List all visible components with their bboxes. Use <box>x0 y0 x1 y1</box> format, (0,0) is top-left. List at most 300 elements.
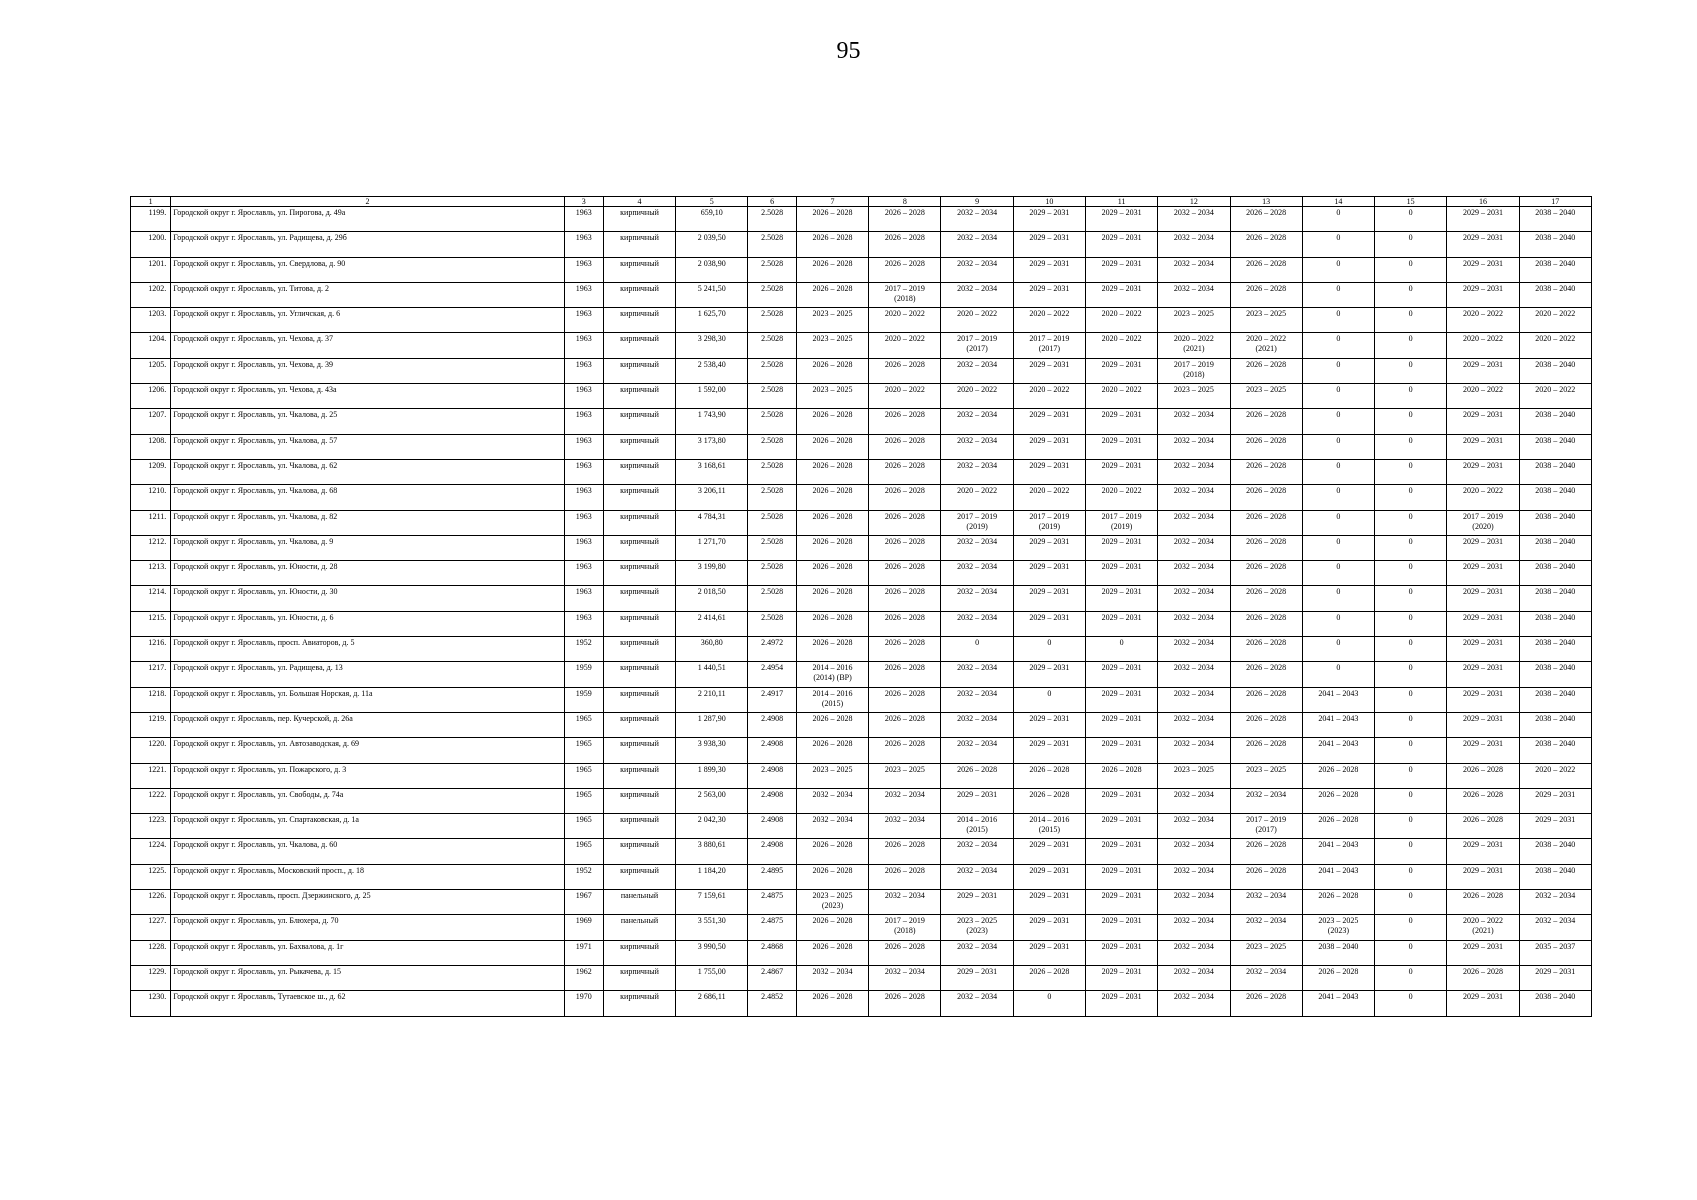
cell-row-number: 1200. <box>131 232 171 257</box>
cell-period-col-7: 2026 – 2028 <box>796 586 868 611</box>
cell-period-col-14: 2041 – 2043 <box>1302 991 1374 1016</box>
cell-wall-material: кирпичный <box>603 384 675 409</box>
cell-index: 2.5028 <box>748 308 797 333</box>
cell-period-col-13: 2026 – 2028 <box>1230 282 1302 307</box>
cell-address: Городской округ г. Ярославль, ул. Юности, д. 6 <box>171 611 564 636</box>
cell-year-built: 1963 <box>564 232 603 257</box>
cell-period-col-8: 2017 – 2019 (2018) <box>869 915 941 940</box>
cell-address: Городской округ г. Ярославль, ул. Спартаковская, д. 1а <box>171 814 564 839</box>
cell-period-col-7: 2026 – 2028 <box>796 940 868 965</box>
cell-period-col-14: 2023 – 2025 (2023) <box>1302 915 1374 940</box>
cell-period-col-16: 2029 – 2031 <box>1447 864 1519 889</box>
cell-period-col-11: 2029 – 2031 <box>1085 687 1157 712</box>
cell-period-col-17: 2038 – 2040 <box>1519 282 1591 307</box>
cell-period-col-7: 2014 – 2016 (2014) (ВР) <box>796 662 868 687</box>
cell-period-col-16: 2020 – 2022 <box>1447 333 1519 358</box>
cell-period-col-17: 2038 – 2040 <box>1519 687 1591 712</box>
cell-area: 1 625,70 <box>676 308 748 333</box>
cell-period-col-9: 2020 – 2022 <box>941 485 1013 510</box>
cell-period-col-12: 2032 – 2034 <box>1158 459 1230 484</box>
cell-period-col-7: 2032 – 2034 <box>796 788 868 813</box>
cell-period-col-13: 2026 – 2028 <box>1230 839 1302 864</box>
cell-period-col-12: 2023 – 2025 <box>1158 763 1230 788</box>
cell-period-col-12: 2032 – 2034 <box>1158 991 1230 1016</box>
cell-address: Городской округ г. Ярославль, ул. Автозаводская, д. 69 <box>171 738 564 763</box>
cell-year-built: 1963 <box>564 409 603 434</box>
cell-address: Городской округ г. Ярославль, ул. Чкалова, д. 62 <box>171 459 564 484</box>
cell-row-number: 1221. <box>131 763 171 788</box>
cell-period-col-12: 2032 – 2034 <box>1158 232 1230 257</box>
cell-address: Городской округ г. Ярославль, ул. Пожарского, д. 3 <box>171 763 564 788</box>
column-header-1: 1 <box>131 197 171 207</box>
cell-address: Городской округ г. Ярославль, ул. Угличская, д. 6 <box>171 308 564 333</box>
cell-period-col-16: 2029 – 2031 <box>1447 662 1519 687</box>
cell-period-col-11: 2020 – 2022 <box>1085 485 1157 510</box>
cell-period-col-7: 2026 – 2028 <box>796 282 868 307</box>
column-header-13: 13 <box>1230 197 1302 207</box>
cell-index: 2.4917 <box>748 687 797 712</box>
cell-wall-material: кирпичный <box>603 965 675 990</box>
cell-period-col-17: 2038 – 2040 <box>1519 662 1591 687</box>
cell-period-col-11: 2029 – 2031 <box>1085 561 1157 586</box>
cell-period-col-11: 2029 – 2031 <box>1085 991 1157 1016</box>
cell-period-col-13: 2026 – 2028 <box>1230 358 1302 383</box>
cell-period-col-12: 2032 – 2034 <box>1158 864 1230 889</box>
cell-period-col-11: 2029 – 2031 <box>1085 459 1157 484</box>
cell-period-col-15: 0 <box>1375 561 1447 586</box>
cell-period-col-12: 2032 – 2034 <box>1158 839 1230 864</box>
cell-period-col-12: 2032 – 2034 <box>1158 965 1230 990</box>
cell-period-col-14: 2026 – 2028 <box>1302 890 1374 915</box>
cell-row-number: 1216. <box>131 637 171 662</box>
cell-period-col-10: 2026 – 2028 <box>1013 965 1085 990</box>
cell-area: 2 538,40 <box>676 358 748 383</box>
cell-period-col-14: 0 <box>1302 257 1374 282</box>
cell-area: 4 784,31 <box>676 510 748 535</box>
cell-period-col-16: 2020 – 2022 <box>1447 485 1519 510</box>
cell-period-col-14: 2041 – 2043 <box>1302 687 1374 712</box>
cell-period-col-8: 2026 – 2028 <box>869 687 941 712</box>
cell-row-number: 1207. <box>131 409 171 434</box>
cell-period-col-13: 2026 – 2028 <box>1230 991 1302 1016</box>
cell-period-col-9: 2032 – 2034 <box>941 535 1013 560</box>
cell-period-col-10: 2029 – 2031 <box>1013 459 1085 484</box>
cell-period-col-8: 2032 – 2034 <box>869 890 941 915</box>
cell-year-built: 1965 <box>564 712 603 737</box>
cell-period-col-8: 2026 – 2028 <box>869 738 941 763</box>
cell-year-built: 1963 <box>564 257 603 282</box>
cell-period-col-10: 2029 – 2031 <box>1013 535 1085 560</box>
cell-wall-material: кирпичный <box>603 308 675 333</box>
cell-address: Городской округ г. Ярославль, ул. Чкалова, д. 25 <box>171 409 564 434</box>
table-row <box>131 207 1592 232</box>
cell-period-col-16: 2029 – 2031 <box>1447 434 1519 459</box>
cell-period-col-12: 2032 – 2034 <box>1158 561 1230 586</box>
cell-period-col-13: 2023 – 2025 <box>1230 763 1302 788</box>
table-row <box>131 915 1592 940</box>
cell-period-col-15: 0 <box>1375 915 1447 940</box>
cell-index: 2.4908 <box>748 839 797 864</box>
table-body <box>131 207 1592 1017</box>
cell-period-col-13: 2032 – 2034 <box>1230 965 1302 990</box>
cell-period-col-10: 2017 – 2019 (2017) <box>1013 333 1085 358</box>
cell-period-col-9: 0 <box>941 637 1013 662</box>
cell-row-number: 1210. <box>131 485 171 510</box>
cell-row-number: 1214. <box>131 586 171 611</box>
cell-period-col-8: 2026 – 2028 <box>869 864 941 889</box>
cell-period-col-14: 0 <box>1302 232 1374 257</box>
cell-period-col-13: 2023 – 2025 <box>1230 308 1302 333</box>
cell-period-col-17: 2020 – 2022 <box>1519 308 1591 333</box>
cell-period-col-9: 2032 – 2034 <box>941 864 1013 889</box>
cell-period-col-9: 2020 – 2022 <box>941 384 1013 409</box>
cell-wall-material: кирпичный <box>603 940 675 965</box>
cell-period-col-9: 2032 – 2034 <box>941 207 1013 232</box>
cell-address: Городской округ г. Ярославль, ул. Большая Норская, д. 11а <box>171 687 564 712</box>
cell-index: 2.4908 <box>748 814 797 839</box>
cell-period-col-9: 2032 – 2034 <box>941 991 1013 1016</box>
cell-period-col-16: 2029 – 2031 <box>1447 409 1519 434</box>
cell-index: 2.4852 <box>748 991 797 1016</box>
cell-period-col-10: 2020 – 2022 <box>1013 384 1085 409</box>
cell-period-col-16: 2017 – 2019 (2020) <box>1447 510 1519 535</box>
cell-period-col-8: 2026 – 2028 <box>869 637 941 662</box>
cell-period-col-12: 2023 – 2025 <box>1158 308 1230 333</box>
cell-period-col-12: 2032 – 2034 <box>1158 535 1230 560</box>
cell-year-built: 1963 <box>564 282 603 307</box>
cell-area: 3 880,61 <box>676 839 748 864</box>
cell-area: 3 551,30 <box>676 915 748 940</box>
cell-period-col-7: 2026 – 2028 <box>796 485 868 510</box>
cell-period-col-13: 2026 – 2028 <box>1230 409 1302 434</box>
cell-period-col-14: 0 <box>1302 409 1374 434</box>
cell-period-col-7: 2014 – 2016 (2015) <box>796 687 868 712</box>
table-row <box>131 232 1592 257</box>
cell-period-col-7: 2026 – 2028 <box>796 232 868 257</box>
cell-period-col-13: 2026 – 2028 <box>1230 687 1302 712</box>
cell-period-col-17: 2038 – 2040 <box>1519 232 1591 257</box>
cell-period-col-15: 0 <box>1375 890 1447 915</box>
cell-period-col-15: 0 <box>1375 257 1447 282</box>
cell-period-col-7: 2026 – 2028 <box>796 535 868 560</box>
cell-period-col-15: 0 <box>1375 662 1447 687</box>
cell-area: 2 686,11 <box>676 991 748 1016</box>
cell-row-number: 1206. <box>131 384 171 409</box>
cell-address: Городской округ г. Ярославль, просп. Дзержинского, д. 25 <box>171 890 564 915</box>
cell-period-col-15: 0 <box>1375 485 1447 510</box>
cell-period-col-12: 2032 – 2034 <box>1158 788 1230 813</box>
cell-wall-material: кирпичный <box>603 991 675 1016</box>
cell-area: 5 241,50 <box>676 282 748 307</box>
cell-row-number: 1228. <box>131 940 171 965</box>
table-row <box>131 308 1592 333</box>
cell-period-col-11: 2020 – 2022 <box>1085 384 1157 409</box>
cell-area: 3 199,80 <box>676 561 748 586</box>
cell-period-col-9: 2032 – 2034 <box>941 611 1013 636</box>
cell-period-col-16: 2029 – 2031 <box>1447 637 1519 662</box>
cell-period-col-14: 0 <box>1302 510 1374 535</box>
cell-period-col-12: 2032 – 2034 <box>1158 257 1230 282</box>
cell-period-col-13: 2026 – 2028 <box>1230 510 1302 535</box>
cell-period-col-7: 2023 – 2025 (2023) <box>796 890 868 915</box>
cell-period-col-13: 2026 – 2028 <box>1230 864 1302 889</box>
cell-period-col-10: 2026 – 2028 <box>1013 763 1085 788</box>
cell-period-col-17: 2038 – 2040 <box>1519 712 1591 737</box>
cell-index: 2.4868 <box>748 940 797 965</box>
cell-period-col-8: 2026 – 2028 <box>869 712 941 737</box>
cell-period-col-16: 2026 – 2028 <box>1447 763 1519 788</box>
cell-period-col-9: 2029 – 2031 <box>941 890 1013 915</box>
cell-period-col-13: 2026 – 2028 <box>1230 662 1302 687</box>
cell-row-number: 1217. <box>131 662 171 687</box>
cell-period-col-17: 2038 – 2040 <box>1519 358 1591 383</box>
cell-period-col-12: 2023 – 2025 <box>1158 384 1230 409</box>
cell-index: 2.5028 <box>748 232 797 257</box>
table-row <box>131 459 1592 484</box>
cell-area: 3 298,30 <box>676 333 748 358</box>
cell-wall-material: кирпичный <box>603 485 675 510</box>
cell-period-col-17: 2038 – 2040 <box>1519 611 1591 636</box>
cell-index: 2.5028 <box>748 207 797 232</box>
cell-period-col-9: 2014 – 2016 (2015) <box>941 814 1013 839</box>
cell-wall-material: кирпичный <box>603 535 675 560</box>
cell-period-col-17: 2038 – 2040 <box>1519 535 1591 560</box>
cell-period-col-8: 2026 – 2028 <box>869 207 941 232</box>
cell-period-col-10: 2029 – 2031 <box>1013 839 1085 864</box>
cell-period-col-14: 0 <box>1302 586 1374 611</box>
cell-period-col-16: 2029 – 2031 <box>1447 535 1519 560</box>
cell-period-col-7: 2026 – 2028 <box>796 459 868 484</box>
cell-period-col-12: 2032 – 2034 <box>1158 282 1230 307</box>
cell-period-col-7: 2026 – 2028 <box>796 712 868 737</box>
cell-period-col-7: 2026 – 2028 <box>796 738 868 763</box>
cell-period-col-10: 2029 – 2031 <box>1013 890 1085 915</box>
cell-period-col-14: 0 <box>1302 207 1374 232</box>
cell-period-col-8: 2017 – 2019 (2018) <box>869 282 941 307</box>
cell-year-built: 1963 <box>564 586 603 611</box>
cell-period-col-14: 0 <box>1302 662 1374 687</box>
cell-period-col-15: 0 <box>1375 687 1447 712</box>
cell-period-col-9: 2032 – 2034 <box>941 839 1013 864</box>
column-header-3: 3 <box>564 197 603 207</box>
cell-period-col-15: 0 <box>1375 232 1447 257</box>
cell-period-col-8: 2023 – 2025 <box>869 763 941 788</box>
cell-area: 2 018,50 <box>676 586 748 611</box>
cell-period-col-13: 2026 – 2028 <box>1230 485 1302 510</box>
cell-period-col-16: 2029 – 2031 <box>1447 358 1519 383</box>
cell-period-col-14: 0 <box>1302 434 1374 459</box>
cell-period-col-16: 2026 – 2028 <box>1447 814 1519 839</box>
cell-period-col-7: 2032 – 2034 <box>796 814 868 839</box>
cell-period-col-10: 2029 – 2031 <box>1013 358 1085 383</box>
cell-area: 3 206,11 <box>676 485 748 510</box>
table-row <box>131 333 1592 358</box>
cell-address: Городской округ г. Ярославль, ул. Чехова, д. 37 <box>171 333 564 358</box>
cell-area: 2 414,61 <box>676 611 748 636</box>
cell-address: Городской округ г. Ярославль, ул. Радищева, д. 29б <box>171 232 564 257</box>
cell-period-col-11: 2029 – 2031 <box>1085 207 1157 232</box>
cell-period-col-9: 2017 – 2019 (2019) <box>941 510 1013 535</box>
cell-period-col-13: 2026 – 2028 <box>1230 232 1302 257</box>
cell-index: 2.5028 <box>748 434 797 459</box>
cell-period-col-14: 0 <box>1302 535 1374 560</box>
cell-period-col-13: 2026 – 2028 <box>1230 434 1302 459</box>
cell-period-col-11: 0 <box>1085 637 1157 662</box>
cell-period-col-17: 2029 – 2031 <box>1519 814 1591 839</box>
cell-period-col-7: 2026 – 2028 <box>796 839 868 864</box>
table-row <box>131 839 1592 864</box>
table-row <box>131 535 1592 560</box>
cell-period-col-17: 2038 – 2040 <box>1519 434 1591 459</box>
cell-period-col-16: 2029 – 2031 <box>1447 839 1519 864</box>
cell-index: 2.5028 <box>748 257 797 282</box>
cell-wall-material: кирпичный <box>603 712 675 737</box>
cell-period-col-7: 2026 – 2028 <box>796 637 868 662</box>
cell-period-col-9: 2032 – 2034 <box>941 282 1013 307</box>
cell-period-col-16: 2029 – 2031 <box>1447 712 1519 737</box>
cell-period-col-17: 2038 – 2040 <box>1519 409 1591 434</box>
cell-period-col-13: 2026 – 2028 <box>1230 257 1302 282</box>
cell-index: 2.4867 <box>748 965 797 990</box>
cell-period-col-9: 2032 – 2034 <box>941 738 1013 763</box>
cell-period-col-16: 2029 – 2031 <box>1447 586 1519 611</box>
cell-row-number: 1202. <box>131 282 171 307</box>
cell-period-col-11: 2020 – 2022 <box>1085 308 1157 333</box>
cell-wall-material: кирпичный <box>603 459 675 484</box>
table-header-row <box>131 197 1592 207</box>
cell-period-col-8: 2026 – 2028 <box>869 940 941 965</box>
cell-index: 2.5028 <box>748 333 797 358</box>
cell-period-col-12: 2032 – 2034 <box>1158 485 1230 510</box>
cell-period-col-11: 2029 – 2031 <box>1085 434 1157 459</box>
cell-period-col-13: 2026 – 2028 <box>1230 738 1302 763</box>
cell-year-built: 1963 <box>564 510 603 535</box>
cell-period-col-12: 2032 – 2034 <box>1158 738 1230 763</box>
cell-wall-material: кирпичный <box>603 282 675 307</box>
cell-wall-material: панельный <box>603 890 675 915</box>
cell-address: Городской округ г. Ярославль, ул. Чехова, д. 43а <box>171 384 564 409</box>
cell-period-col-16: 2026 – 2028 <box>1447 965 1519 990</box>
cell-year-built: 1962 <box>564 965 603 990</box>
cell-period-col-11: 2029 – 2031 <box>1085 738 1157 763</box>
cell-year-built: 1963 <box>564 333 603 358</box>
cell-period-col-17: 2038 – 2040 <box>1519 586 1591 611</box>
cell-period-col-11: 2029 – 2031 <box>1085 965 1157 990</box>
cell-period-col-9: 2032 – 2034 <box>941 662 1013 687</box>
cell-period-col-15: 0 <box>1375 839 1447 864</box>
cell-period-col-13: 2026 – 2028 <box>1230 712 1302 737</box>
table-row <box>131 763 1592 788</box>
cell-period-col-9: 2026 – 2028 <box>941 763 1013 788</box>
cell-period-col-13: 2026 – 2028 <box>1230 459 1302 484</box>
cell-wall-material: кирпичный <box>603 207 675 232</box>
cell-index: 2.4895 <box>748 864 797 889</box>
table-row <box>131 282 1592 307</box>
page-number: 95 <box>836 38 861 64</box>
cell-row-number: 1225. <box>131 864 171 889</box>
table-row <box>131 409 1592 434</box>
cell-address: Городской округ г. Ярославль, Тутаевское ш., д. 62 <box>171 991 564 1016</box>
cell-period-col-8: 2026 – 2028 <box>869 409 941 434</box>
cell-period-col-17: 2032 – 2034 <box>1519 915 1591 940</box>
cell-period-col-9: 2032 – 2034 <box>941 712 1013 737</box>
cell-period-col-13: 2023 – 2025 <box>1230 940 1302 965</box>
cell-period-col-17: 2038 – 2040 <box>1519 459 1591 484</box>
cell-period-col-17: 2020 – 2022 <box>1519 333 1591 358</box>
cell-year-built: 1971 <box>564 940 603 965</box>
cell-address: Городской округ г. Ярославль, ул. Свердлова, д. 90 <box>171 257 564 282</box>
cell-period-col-14: 0 <box>1302 637 1374 662</box>
cell-address: Городской округ г. Ярославль, ул. Свободы, д. 74а <box>171 788 564 813</box>
cell-period-col-9: 2032 – 2034 <box>941 940 1013 965</box>
cell-year-built: 1963 <box>564 384 603 409</box>
cell-index: 2.5028 <box>748 282 797 307</box>
cell-row-number: 1219. <box>131 712 171 737</box>
cell-period-col-14: 0 <box>1302 333 1374 358</box>
cell-period-col-9: 2032 – 2034 <box>941 358 1013 383</box>
cell-wall-material: кирпичный <box>603 257 675 282</box>
cell-area: 2 039,50 <box>676 232 748 257</box>
cell-period-col-10: 2029 – 2031 <box>1013 232 1085 257</box>
cell-index: 2.5028 <box>748 384 797 409</box>
column-header-11: 11 <box>1085 197 1157 207</box>
cell-period-col-13: 2032 – 2034 <box>1230 788 1302 813</box>
cell-period-col-8: 2026 – 2028 <box>869 257 941 282</box>
cell-wall-material: кирпичный <box>603 409 675 434</box>
column-header-16: 16 <box>1447 197 1519 207</box>
cell-period-col-15: 0 <box>1375 864 1447 889</box>
table-row <box>131 358 1592 383</box>
cell-address: Городской округ г. Ярославль, ул. Чкалова, д. 57 <box>171 434 564 459</box>
cell-year-built: 1967 <box>564 890 603 915</box>
cell-row-number: 1201. <box>131 257 171 282</box>
cell-wall-material: кирпичный <box>603 687 675 712</box>
cell-wall-material: панельный <box>603 915 675 940</box>
cell-period-col-16: 2020 – 2022 <box>1447 384 1519 409</box>
cell-period-col-9: 2017 – 2019 (2017) <box>941 333 1013 358</box>
cell-period-col-15: 0 <box>1375 763 1447 788</box>
cell-index: 2.5028 <box>748 485 797 510</box>
cell-period-col-14: 0 <box>1302 358 1374 383</box>
cell-area: 2 038,90 <box>676 257 748 282</box>
cell-year-built: 1965 <box>564 738 603 763</box>
table-row <box>131 510 1592 535</box>
cell-period-col-12: 2032 – 2034 <box>1158 940 1230 965</box>
cell-wall-material: кирпичный <box>603 637 675 662</box>
cell-period-col-17: 2038 – 2040 <box>1519 991 1591 1016</box>
cell-period-col-10: 2029 – 2031 <box>1013 434 1085 459</box>
cell-period-col-8: 2020 – 2022 <box>869 384 941 409</box>
cell-index: 2.4908 <box>748 788 797 813</box>
cell-period-col-12: 2032 – 2034 <box>1158 510 1230 535</box>
cell-period-col-7: 2032 – 2034 <box>796 965 868 990</box>
cell-year-built: 1963 <box>564 207 603 232</box>
cell-address: Городской округ г. Ярославль, ул. Юности, д. 30 <box>171 586 564 611</box>
cell-period-col-13: 2023 – 2025 <box>1230 384 1302 409</box>
cell-area: 3 990,50 <box>676 940 748 965</box>
cell-period-col-13: 2032 – 2034 <box>1230 915 1302 940</box>
cell-period-col-12: 2032 – 2034 <box>1158 586 1230 611</box>
cell-period-col-8: 2032 – 2034 <box>869 965 941 990</box>
cell-period-col-13: 2026 – 2028 <box>1230 207 1302 232</box>
cell-address: Городской округ г. Ярославль, пер. Кучерской, д. 26а <box>171 712 564 737</box>
table-row <box>131 662 1592 687</box>
cell-period-col-15: 0 <box>1375 940 1447 965</box>
cell-period-col-12: 2032 – 2034 <box>1158 434 1230 459</box>
cell-period-col-14: 2041 – 2043 <box>1302 738 1374 763</box>
cell-period-col-11: 2029 – 2031 <box>1085 535 1157 560</box>
cell-index: 2.5028 <box>748 586 797 611</box>
